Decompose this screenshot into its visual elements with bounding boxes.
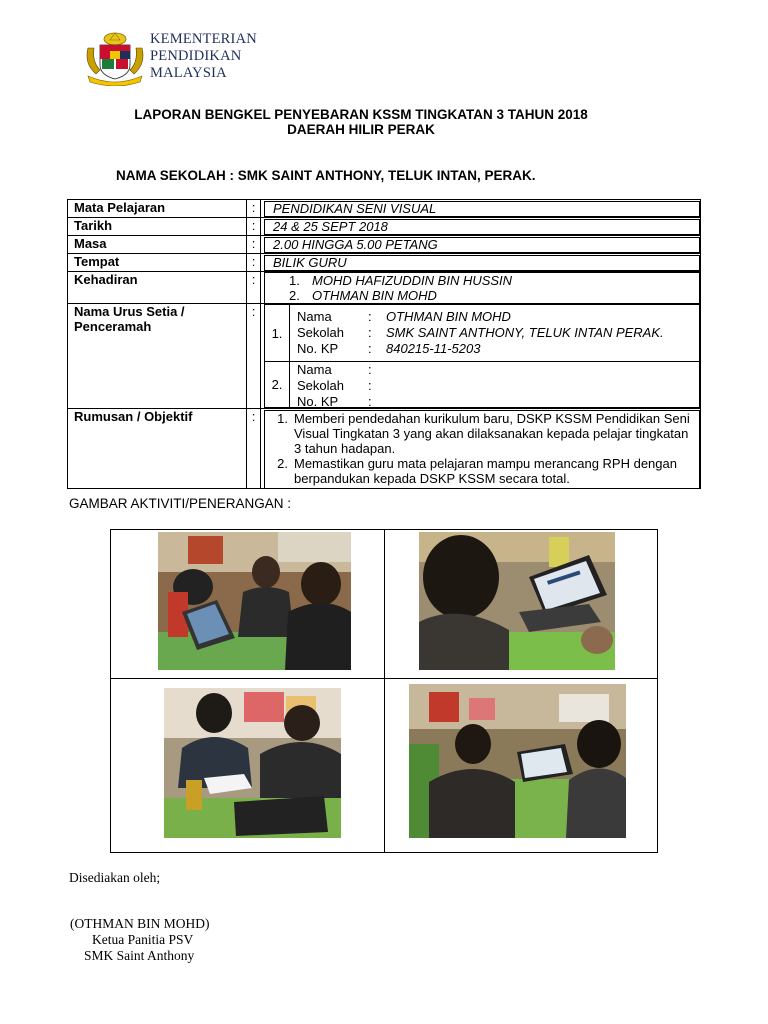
activity-photo-1 (158, 532, 351, 670)
prepared-by-label: Disediakan oleh; (69, 870, 161, 885)
ministry-logo (82, 30, 272, 86)
school-name: NAMA SEKOLAH : SMK SAINT ANTHONY, TELUK INTAN, PERAK. (116, 168, 536, 183)
list-item: 1. MOHD HAFIZUDDIN BIN HUSSIN (289, 273, 513, 288)
attendance-row (68, 272, 701, 304)
ministry-name-line1: KEMENTERIAN (150, 31, 257, 47)
activity-photo-2 (419, 532, 615, 670)
venue-label: Tempat (68, 254, 247, 272)
speaker-entry: 1. Nama : OTHMAN BIN MOHD Sekolah : SMK SAINT ANTHONY, TELUK INTAN PERAK. No. KP : 840215-11-5203 (264, 304, 700, 362)
grid-divider (384, 530, 385, 852)
list-item: 1. Memberi pendedahan kurikulum baru, DSKP KSSM Pendidikan Seni Visual Tingkatan 3 yang akan dilaksanakan kepada pelajar tingkatan 3 tahun hadapan. (277, 411, 690, 456)
subject-label: Mata Pelajaran (68, 200, 247, 218)
date-value: 24 & 25 SEPT 2018 (264, 219, 700, 235)
photo-grid (110, 529, 658, 853)
speaker-name: OTHMAN BIN MOHD (386, 309, 511, 324)
speaker-ic: 840215-11-5203 (386, 341, 481, 356)
attendance-label: Kehadiran (68, 272, 247, 304)
objective-row (68, 409, 701, 489)
activity-heading: GAMBAR AKTIVITI/PENERANGAN : (69, 496, 292, 511)
colon: : (247, 409, 261, 489)
ministry-name-line3: MALAYSIA (150, 65, 227, 81)
colon: : (247, 272, 261, 304)
colon: : (247, 254, 261, 272)
date-row (68, 218, 701, 236)
list-item: 2. Memastikan guru mata pelajaran mampu merancang RPH dengan berpandukan kepada DSKP KSSM secara total. (277, 456, 677, 486)
time-value: 2.00 HINGGA 5.00 PETANG (264, 237, 700, 253)
signature-block (70, 916, 210, 964)
grid-divider (111, 678, 657, 679)
speaker-entry: 2. Nama : Sekolah : No. KP : (264, 362, 700, 408)
date-label: Tarikh (68, 218, 247, 236)
activity-photo-3 (164, 688, 341, 838)
objective-list (264, 410, 700, 488)
speaker-number: 2. (264, 362, 289, 408)
activity-photo-4 (409, 684, 626, 838)
speaker-row (68, 304, 701, 409)
speaker-number: 1. (264, 304, 289, 362)
list-item: 2. OTHMAN BIN MOHD (289, 288, 437, 303)
time-label: Masa (68, 236, 247, 254)
preparer-school: SMK Saint Anthony (84, 948, 195, 963)
venue-value: BILIK GURU (264, 255, 700, 271)
subject-row (68, 200, 701, 218)
colon: : (247, 236, 261, 254)
preparer-name: (OTHMAN BIN MOHD) (70, 916, 210, 931)
colon: : (247, 218, 261, 236)
report-subtitle: DAERAH HILIR PERAK (287, 122, 435, 137)
colon: : (247, 304, 261, 409)
attendance-list (264, 272, 700, 303)
ministry-name-line2: PENDIDIKAN (150, 48, 242, 64)
coat-of-arms-icon (82, 30, 148, 86)
venue-row (68, 254, 701, 272)
report-info-table (67, 199, 701, 489)
speaker-label: Nama Urus Setia / Penceramah (68, 304, 247, 409)
colon: : (247, 200, 261, 218)
subject-value: PENDIDIKAN SENI VISUAL (264, 201, 700, 217)
preparer-position: Ketua Panitia PSV (92, 932, 194, 947)
objective-label: Rumusan / Objektif (68, 409, 247, 489)
report-title: LAPORAN BENGKEL PENYEBARAN KSSM TINGKATAN 3 TAHUN 2018 (134, 107, 588, 122)
speaker-school: SMK SAINT ANTHONY, TELUK INTAN PERAK. (386, 325, 664, 340)
time-row (68, 236, 701, 254)
ministry-name (150, 31, 257, 82)
